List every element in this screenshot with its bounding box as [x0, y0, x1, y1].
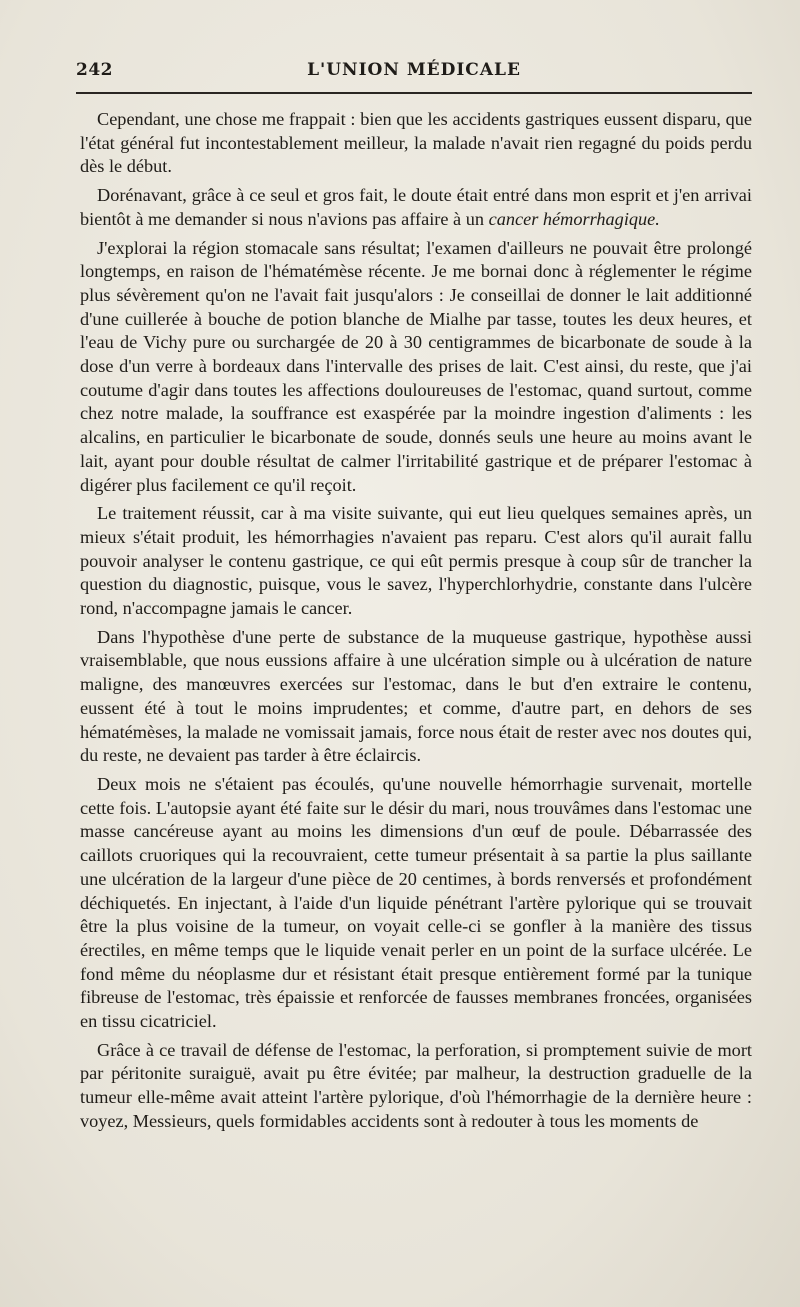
paragraph-5: Dans l'hypothèse d'une perte de substance de la muqueuse gastrique, hypothèse aussi vraisemblable, que nous eussions affaire à une ulcération simple ou à ulcération de nature maligne, des manœuvres exercées sur l'estomac, dans le but d'en extraire le contenu, eussent été à tout le moins imprudentes; et comme, d'autre part, en dehors de ses hématémèses, la malade ne vomissait jamais, force nous était de rester avec nos doutes qui, du reste, ne devaient pas tarder à être éclaircis. — [80, 626, 752, 766]
article-body — [80, 108, 752, 1139]
running-title: L'UNION MÉDICALE — [307, 60, 521, 80]
page-header — [76, 58, 752, 84]
header-rule — [76, 92, 752, 94]
paragraph-2-italic: cancer hémorrhagique. — [488, 208, 660, 229]
paragraph-4: Le traitement réussit, car à ma visite suivante, qui eut lieu quelques semaines après, un mieux s'était produit, les hémorrhagies n'avaient pas reparu. C'est alors qu'il aurait fallu pouvoir analyser le contenu gastrique, ce qui eût permis presque à coup sûr de trancher la question du diagnostic, puisque, vous le savez, l'hyperchlorhydrie, constante dans l'ulcère rond, n'accompagne jamais le cancer. — [80, 503, 752, 619]
paragraph-3: J'explorai la région stomacale sans résultat; l'examen d'ailleurs ne pouvait être prolongé longtemps, en raison de l'hématémèse récente. Je me bornai donc à réglementer le régime plus sévèrement qu'on ne l'avait fait jusqu'alors : Je conseillai de donner le lait additionné d'une cuillerée à bouche de potion blanche de Mialhe par tasse, toutes les deux heures, et l'eau de Vichy pure ou surchargée de 20 à 30 centigrammes de bicarbonate de soude à la dose d'un verre à bordeaux dans l'intervalle des prises de lait. C'est ainsi, du reste, que j'ai coutume d'agir dans toutes les affections douloureuses de l'estomac, quand surtout, comme chez notre malade, la souffrance est exaspérée par la moindre ingestion d'aliments : les alcalins, en particulier le bicarbonate de soude, donnés seuls une heure au moins avant le lait, ayant pour double résultat de calmer l'irritabilité gastrique et de préparer l'estomac à digérer plus facilement ce qu'il reçoit. — [80, 237, 752, 495]
paragraph-7: Grâce à ce travail de défense de l'estomac, la perforation, si promptement suivie de mort par péritonite suraiguë, avait pu être évitée; par malheur, la destruction graduelle de la tumeur elle-même avait atteint l'artère pylorique, d'où l'hémorrhagie de la dernière heure : voyez, Messieurs, quels formidables accidents sont à redouter à tous les moments de — [80, 1039, 752, 1131]
paragraph-6: Deux mois ne s'étaient pas écoulés, qu'une nouvelle hémorrhagie survenait, mortelle cette fois. L'autopsie ayant été faite sur le désir du mari, nous trouvâmes dans l'estomac une masse cancéreuse ayant au moins les dimensions d'un œuf de poule. Débarrassée des caillots cruoriques qui la recouvraient, cette tumeur présentait à sa partie la plus saillante une ulcération de la largeur d'une pièce de 20 centimes, à bords renversés et profondément déchiquetés. En injectant, à l'aide d'un liquide pénétrant l'artère pylorique qui se trouvait être la plus voisine de la tumeur, on voyait celle-ci se gonfler à la manière des tissus érectiles, en même temps que le liquide venait perler en un point de la surface ulcérée. Le fond même du néoplasme dur et résistant était presque entièrement formé par la tunique fibreuse de l'estomac, très épaissie et renforcée de fausses membranes froncées, organisées en tissu cicatriciel. — [80, 773, 752, 1032]
paragraph-2-text: Dorénavant, grâce à ce seul et gros fait, le doute était entré dans mon esprit et j'en arrivai bientôt à me demander si nous n'avions pas affaire à un — [80, 185, 752, 229]
paragraph-1: Cependant, une chose me frappait : bien que les accidents gastriques eussent disparu, que l'état général fut incontestablement meilleur, la malade n'avait rien regagné du poids perdu dès le début. — [80, 109, 752, 177]
paragraph-2 — [80, 184, 752, 231]
page-number: 242 — [76, 60, 113, 80]
